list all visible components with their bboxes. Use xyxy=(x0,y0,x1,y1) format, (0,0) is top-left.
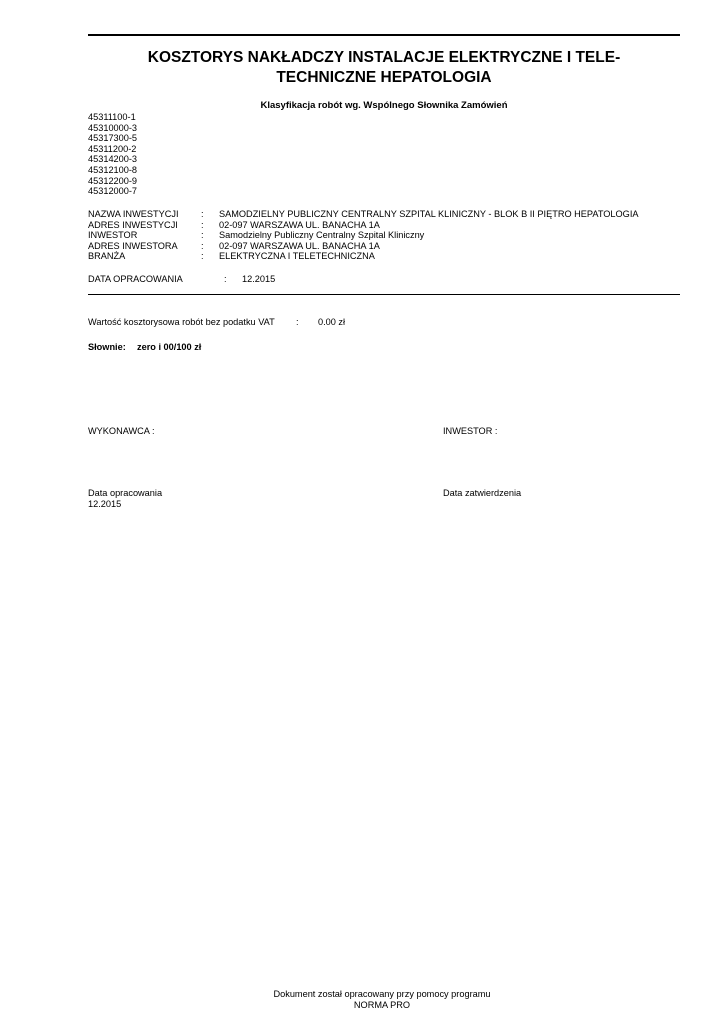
cost-value-amount: 0.00 zł xyxy=(318,317,346,327)
cpv-code: 45311200-2 xyxy=(88,143,137,154)
info-value: 02-097 WARSZAWA UL. BANACHA 1A xyxy=(219,219,380,230)
top-rule xyxy=(88,34,680,36)
contractor-label: WYKONAWCA : xyxy=(88,426,155,436)
section-divider xyxy=(88,294,680,295)
info-separator: : xyxy=(201,219,204,230)
document-title xyxy=(88,48,680,88)
cpv-code: 45312100-8 xyxy=(88,164,138,175)
prepared-date-block xyxy=(88,488,162,510)
page-footer xyxy=(0,989,724,1011)
prepared-date-separator: : xyxy=(224,274,227,284)
cost-value-separator: : xyxy=(296,317,299,327)
cpv-code: 45310000-3 xyxy=(88,122,138,133)
cpv-code: 45312000-7 xyxy=(88,186,138,197)
title-line-1: KOSZTORYS NAKŁADCZY INSTALACJE ELEKTRYCZNE I TELE- xyxy=(147,49,621,66)
info-label: BRANŻA xyxy=(88,251,126,262)
cost-value-label: Wartość kosztorysowa robót bez podatku VAT xyxy=(88,317,275,327)
info-separator: : xyxy=(201,251,204,262)
classification-heading: Klasyfikacja robót wg. Wspólnego Słownika Zamówień xyxy=(260,100,508,111)
cpv-code: 45312200-9 xyxy=(88,175,138,186)
investor-label: INWESTOR : xyxy=(443,426,498,436)
info-separator: : xyxy=(201,240,204,251)
info-label: ADRES INWESTYCJI xyxy=(88,219,178,230)
prepared-date-value: 12.2015 xyxy=(242,274,276,284)
cpv-code-list xyxy=(88,112,137,197)
title-line-2: TECHNICZNE HEPATOLOGIA xyxy=(276,69,492,86)
approval-date-label: Data zatwierdzenia xyxy=(443,488,522,498)
info-value: Samodzielny Publiczny Centralny Szpital Kliniczny xyxy=(219,230,425,241)
prepared-date-block-label: Data opracowania xyxy=(88,488,163,498)
info-value: SAMODZIELNY PUBLICZNY CENTRALNY SZPITAL KLINICZNY - BLOK B II PIĘTRO HEPATOLOGIA xyxy=(219,209,639,219)
prepared-date-block-value: 12.2015 xyxy=(88,499,122,509)
info-label: ADRES INWESTORA xyxy=(88,240,178,251)
cpv-code: 45311100-1 xyxy=(88,112,136,122)
info-value: 02-097 WARSZAWA UL. BANACHA 1A xyxy=(219,240,380,251)
cpv-code: 45314200-3 xyxy=(88,154,138,165)
prepared-date-label: DATA OPRACOWANIA xyxy=(88,274,183,284)
cpv-code: 45317300-5 xyxy=(88,133,138,144)
info-label: INWESTOR xyxy=(88,230,138,241)
info-label: NAZWA INWESTYCJI xyxy=(88,209,179,219)
info-value: ELEKTRYCZNA I TELETECHNICZNA xyxy=(219,251,375,262)
footer-line-2: NORMA PRO xyxy=(353,1000,411,1010)
info-separator: : xyxy=(201,209,204,219)
amount-in-words-label: Słownie: xyxy=(88,342,126,352)
info-separator: : xyxy=(201,230,204,241)
amount-in-words-value: zero i 00/100 zł xyxy=(137,342,202,352)
footer-line-1: Dokument został opracowany przy pomocy programu xyxy=(273,989,491,999)
